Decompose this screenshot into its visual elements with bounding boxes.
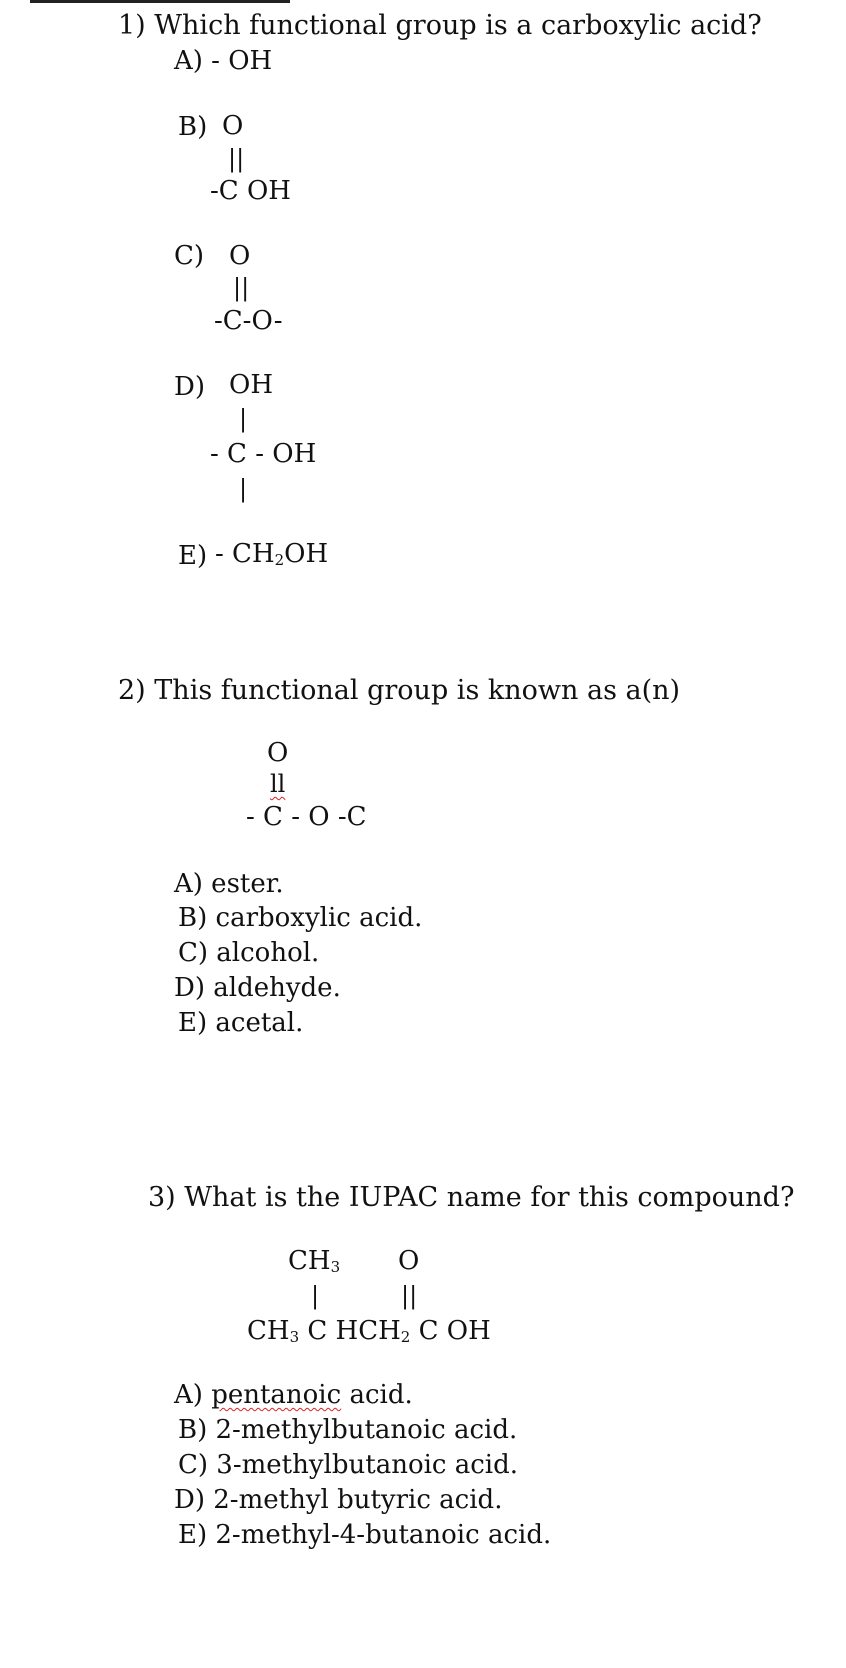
q1-option-e-formula: - $CH_2OH$: [215, 539, 329, 569]
q1-c-oxygen: O: [229, 241, 251, 271]
q1-b-oxygen: O: [222, 111, 244, 141]
q1-c-group: -C-O-: [214, 306, 283, 336]
question-3-text: 3) What is the IUPAC name for this compound?: [148, 1182, 795, 1213]
q1-option-c-label: C): [174, 241, 205, 271]
q2-option-c: C) alcohol.: [178, 938, 320, 968]
q1-d-bond-top: |: [239, 405, 248, 433]
q3-option-c: C) 3-methylbutanoic acid.: [178, 1450, 519, 1480]
q3-option-e: E) 2-methyl-4-butanoic acid.: [178, 1520, 552, 1550]
q3-option-d: D) 2-methyl butyric acid.: [174, 1485, 503, 1515]
q2-struct-oxygen: O: [267, 738, 289, 768]
q1-option-b-label: B): [178, 112, 208, 142]
q1-option-e-label: E): [178, 541, 208, 571]
q1-d-group: - C - OH: [210, 439, 317, 469]
question-2-text: 2) This functional group is known as a(n): [118, 675, 681, 706]
q1-b-double-bond: ||: [228, 145, 245, 173]
q1-b-group: -C OH: [210, 176, 291, 206]
q3-option-b: B) 2-methylbutanoic acid.: [178, 1415, 518, 1445]
q1-option-a: A) - OH: [174, 46, 273, 76]
q1-d-hydroxyl: OH: [229, 370, 273, 400]
question-1-text: 1) Which functional group is a carboxylic acid?: [118, 10, 762, 41]
q3-main-chain: $CH_3$ C $HCH_2$ C OH: [247, 1316, 491, 1346]
q3-single-bond: |: [311, 1282, 320, 1310]
q2-struct-group: - C - O -C: [246, 802, 367, 832]
q1-option-d-label: D): [174, 372, 205, 402]
q2-option-d: D) aldehyde.: [174, 973, 341, 1003]
top-rule: [30, 0, 290, 3]
q1-c-double-bond: ||: [233, 274, 250, 302]
q3-option-a: A) pentanoic acid.: [174, 1380, 413, 1410]
q2-option-e: E) acetal.: [178, 1008, 304, 1038]
q3-methyl-branch: $CH_3$: [288, 1246, 341, 1276]
q3-double-bond: ||: [401, 1282, 418, 1310]
q2-option-b: B) carboxylic acid.: [178, 903, 423, 933]
q1-d-bond-bottom: |: [239, 475, 248, 503]
q2-struct-double-bond: ll: [270, 770, 286, 798]
q2-option-a: A) ester.: [174, 869, 284, 899]
q3-oxygen: O: [398, 1246, 420, 1276]
